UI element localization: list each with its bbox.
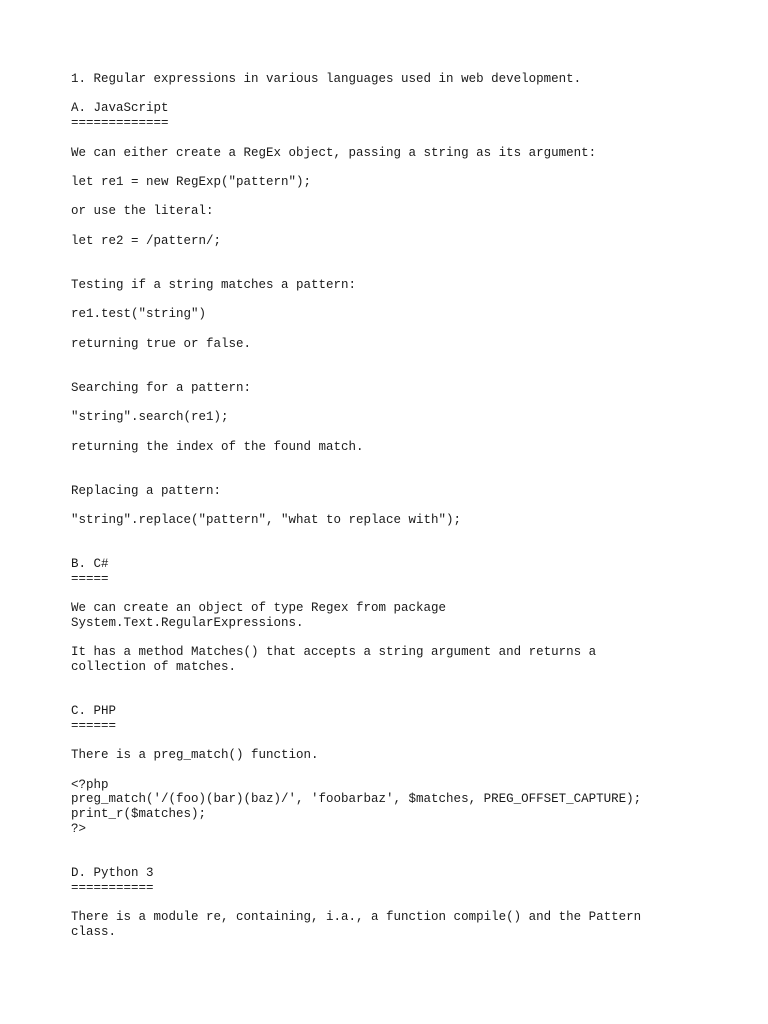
- document-body-text: 1. Regular expressions in various languages used in web development. A. JavaScript ============= We can either create a RegEx object, passing a string as its argument: let re1 = new RegExp("pattern"); or use the literal: let re2 = /pattern/; Testing if a string matches a pattern: re1.test("string") returning true or false. Searching for a pattern: "string".search(re1); returning the index of the found match. Replacing a pattern: "string".replace("pattern", "what to replace with"); B. C# ===== We can create an object of type Regex from package System.Text.RegularExpressions. It has a method Matches() that accepts a string argument and returns a collection of matches. C. PHP ====== There is a preg_match() function. <?php preg_match('/(foo)(bar)(baz)/', 'foobarbaz', $matches, PREG_OFFSET_CAPTURE); print_r($matches); ?> D. Python 3 =========== There is a module re, containing, i.a., a function compile() and the Pattern class.: [71, 72, 642, 939]
